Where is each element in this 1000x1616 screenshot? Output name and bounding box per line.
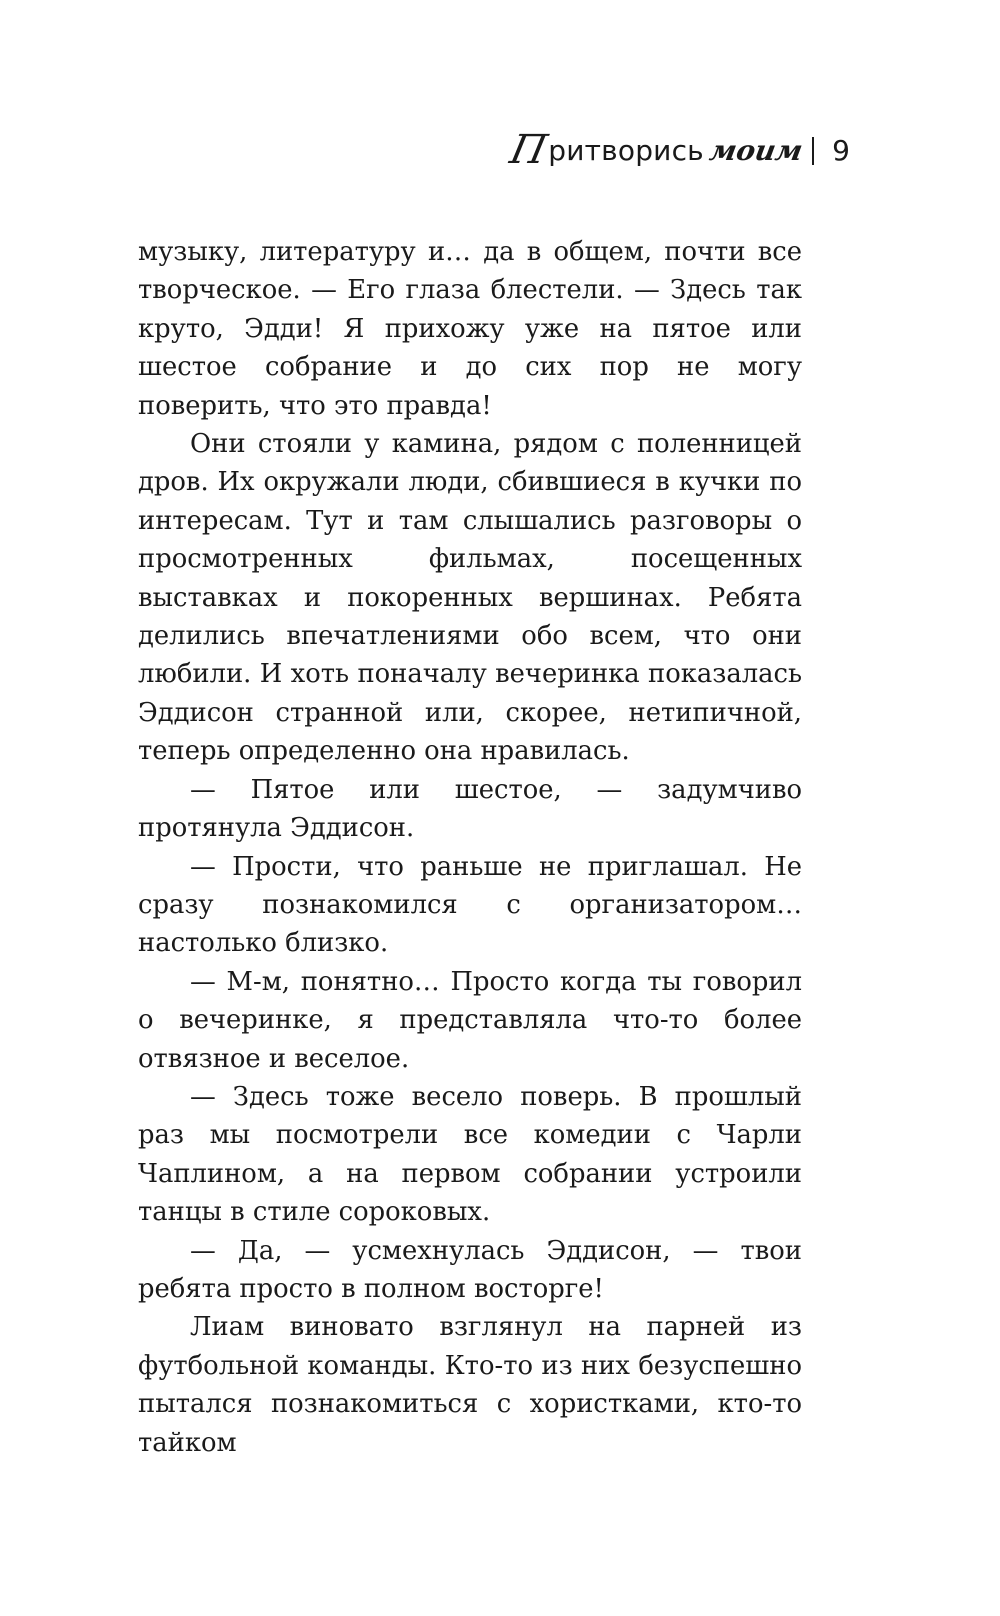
paragraph: — Да, — усмехнулась Эддисон, — твои ребята просто в полном восторге!	[138, 1235, 802, 1304]
book-title-initial: П	[506, 127, 552, 173]
running-head	[506, 127, 850, 173]
paragraph: Лиам виновато взглянул на парней из футбольной команды. Кто-то из них безуспешно пытался познакомиться с хористками, кто-то тайком	[138, 1312, 802, 1458]
book-title-rest: ритворись	[548, 134, 704, 167]
paragraph: Они стояли у камина, рядом с поленницей дров. Их окружали люди, сбившиеся в кучки по интересам. Тут и там слышались разговоры о просмотренных фильмах, посещенных выставках и покоренных вершинах. Ребята делились впечатлениями обо всем, что они любили. И хоть поначалу вечеринка показалась Эддисон странной или, скорее, нетипичной, теперь определенно она нравилась.	[138, 429, 802, 767]
body-text	[138, 233, 802, 1462]
paragraph: — Прости, что раньше не приглашал. Не сразу познакомился с организатором… настолько близко.	[138, 851, 802, 959]
paragraph: — Пятое или шестое, — задумчиво протянула Эддисон.	[138, 774, 802, 844]
book-title-accent: моим	[706, 134, 806, 167]
header-divider	[812, 137, 814, 165]
page-number: 9	[832, 134, 850, 167]
paragraph: — Здесь тоже весело поверь. В прошлый раз мы посмотрели все комедии с Чарли Чаплином, а на первом собрании устроили танцы в стиле сороковых.	[138, 1081, 802, 1228]
paragraph: — М-м, понятно… Просто когда ты говорил о вечеринке, я представляла что-то более отвязное и веселое.	[138, 966, 802, 1074]
book-title	[506, 127, 704, 173]
paragraph: музыку, литературу и… да в общем, почти все творческое. — Его глаза блестели. — Здесь так круто, Эдди! Я прихожу уже на пятое или шестое собрание и до сих пор не могу поверить, что это правда!	[138, 237, 802, 421]
